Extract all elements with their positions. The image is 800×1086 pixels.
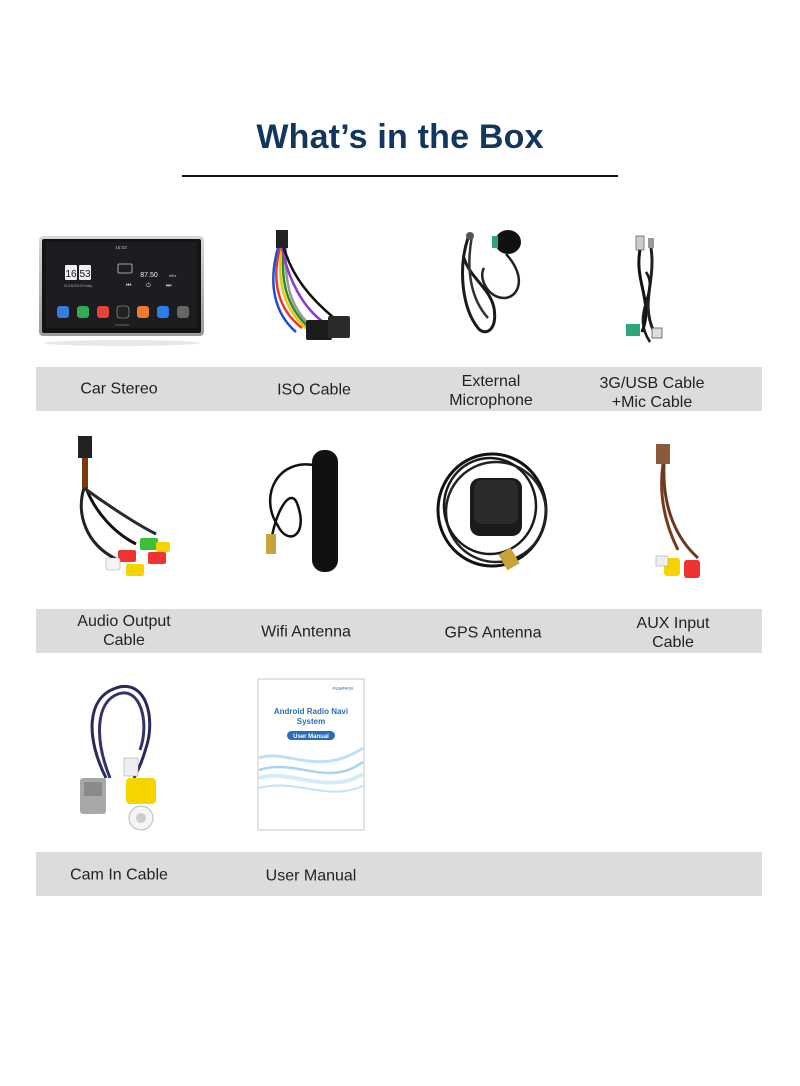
label-iso-cable: ISO Cable [277,381,351,399]
svg-text:MHz: MHz [169,274,177,278]
gps-antenna-image [434,446,554,576]
svg-text:⏻: ⏻ [146,283,151,289]
label-wifi-antenna: Wifi Antenna [261,623,351,641]
svg-text:System: System [296,717,326,726]
label-usb-mic-cable-line2: +Mic Cable [611,394,693,411]
svg-text:16:53: 16:53 [115,245,127,250]
audio-output-cable-image [66,434,178,584]
svg-text:PUMPKIN: PUMPKIN [115,323,129,327]
svg-text:Android Radio Navi: Android Radio Navi [273,707,349,716]
svg-text:01/15/2013 Friday: 01/15/2013 Friday [63,284,93,288]
svg-text:53: 53 [79,269,91,280]
user-manual-image [257,678,365,832]
svg-text:⏮: ⏮ [126,283,132,289]
label-audio-output-cable-line2: Cable [103,632,145,649]
label-external-microphone-line2: Microphone [449,392,533,409]
svg-text:16: 16 [65,269,77,280]
label-audio-output-cable [77,612,170,650]
label-user-manual: User Manual [265,867,357,885]
label-audio-output-cable-line1: Audio Output [77,613,171,630]
label-car-stereo: Car Stereo [80,380,158,398]
iso-cable-image [262,228,362,353]
svg-text:PUMPKIN: PUMPKIN [332,686,353,691]
svg-text:⏭: ⏭ [166,283,172,289]
wifi-antenna-image [258,446,348,576]
usb-mic-cable-image [620,232,680,352]
aux-input-cable-image [628,440,718,590]
cam-in-cable-image [76,678,176,838]
label-aux-input-cable-line2: Cable [652,634,694,651]
page-title: What’s in the Box [256,118,544,156]
svg-text:87.50: 87.50 [140,272,158,279]
label-external-microphone-line1: External [461,373,521,390]
label-aux-input-cable-line1: AUX Input [636,615,710,632]
label-usb-mic-cable [600,374,705,412]
svg-text:User Manual: User Manual [293,734,329,740]
label-external-microphone [449,372,533,410]
external-microphone-image [448,228,538,338]
label-aux-input-cable [637,614,710,652]
label-gps-antenna: GPS Antenna [444,624,542,642]
label-usb-mic-cable-line1: 3G/USB Cable [599,375,705,392]
title-underline [182,175,618,177]
label-cam-in-cable: Cam In Cable [70,866,168,884]
car-stereo-image [38,234,206,350]
